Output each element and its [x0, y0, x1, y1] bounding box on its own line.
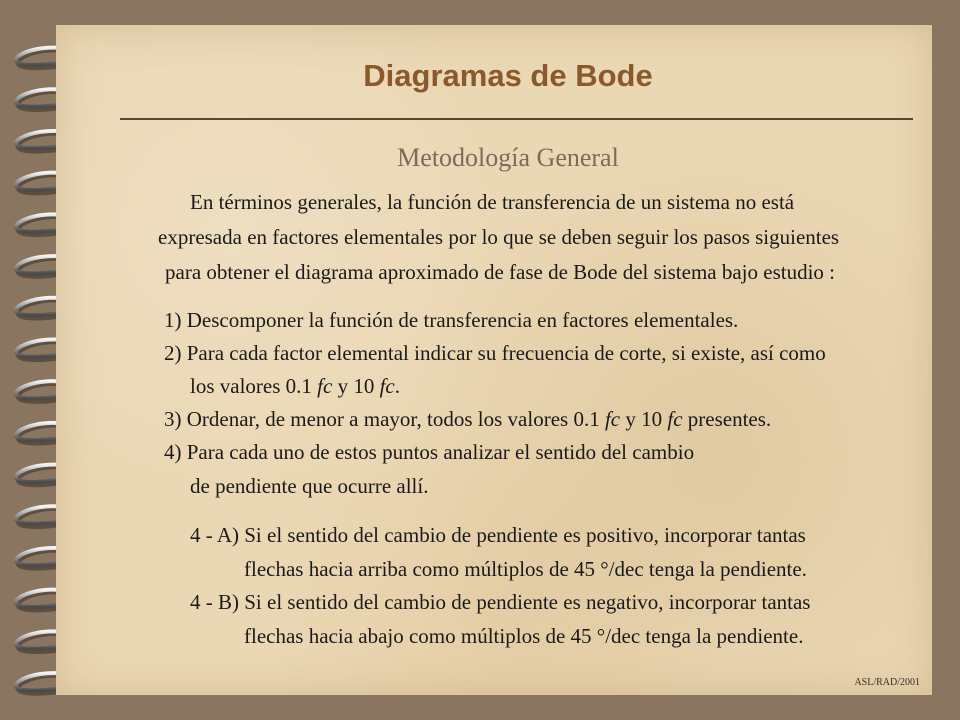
step-3-end: presentes.	[682, 407, 772, 431]
substep-4a: 4 - A) Si el sentido del cambio de pendiente es positivo, incorporar tantas	[190, 523, 806, 547]
substep-4a-continuation: flechas hacia arriba como múltiplos de 45 °/dec tenga la pendiente.	[244, 557, 807, 581]
step-2-text: los valores	[190, 374, 286, 398]
intro-line-1: En términos generales, la función de transferencia de un sistema no está	[190, 190, 795, 214]
footer-credit: ASL/RAD/2001	[854, 677, 920, 688]
step-3-conjunction: y	[620, 407, 642, 431]
step-3-value-low: 0.1	[573, 407, 600, 431]
step-3-fc-high: fc	[667, 407, 683, 431]
step-2-fc-low: fc	[317, 374, 333, 398]
step-4: 4) Para cada uno de estos puntos analizar el sentido del cambio	[164, 440, 695, 464]
step-2-fc-high: fc	[379, 374, 395, 398]
intro-line-3: para obtener el diagrama aproximado de fase de Bode del sistema bajo estudio :	[165, 260, 836, 284]
step-2-period: .	[394, 374, 400, 398]
substep-4b-continuation: flechas hacia abajo como múltiplos de 45 °/dec tenga la pendiente.	[244, 624, 804, 648]
step-2-value-low: 0.1	[285, 374, 312, 398]
step-2-value-high: 10	[353, 374, 375, 398]
slide-subtitle: Metodología General	[397, 143, 619, 172]
step-1: 1) Descomponer la función de transferencia en factores elementales.	[164, 308, 739, 332]
intro-line-2: expresada en factores elementales por lo que se deben seguir los pasos siguientes	[158, 225, 840, 249]
title-divider	[120, 118, 913, 120]
step-2-continuation	[190, 376, 400, 397]
step-2: 2) Para cada factor elemental indicar su frecuencia de corte, si existe, así como	[164, 341, 826, 365]
substep-4b: 4 - B) Si el sentido del cambio de pendiente es negativo, incorporar tantas	[190, 590, 811, 614]
step-3-value-high: 10	[641, 407, 663, 431]
step-3	[164, 409, 771, 430]
step-3-text: 3) Ordenar, de menor a mayor, todos los valores	[164, 407, 574, 431]
slide-title: Diagramas de Bode	[363, 58, 653, 93]
step-3-fc-low: fc	[604, 407, 621, 431]
step-4-continuation: de pendiente que ocurre allí.	[190, 474, 429, 498]
step-2-conjunction: y	[332, 374, 354, 398]
